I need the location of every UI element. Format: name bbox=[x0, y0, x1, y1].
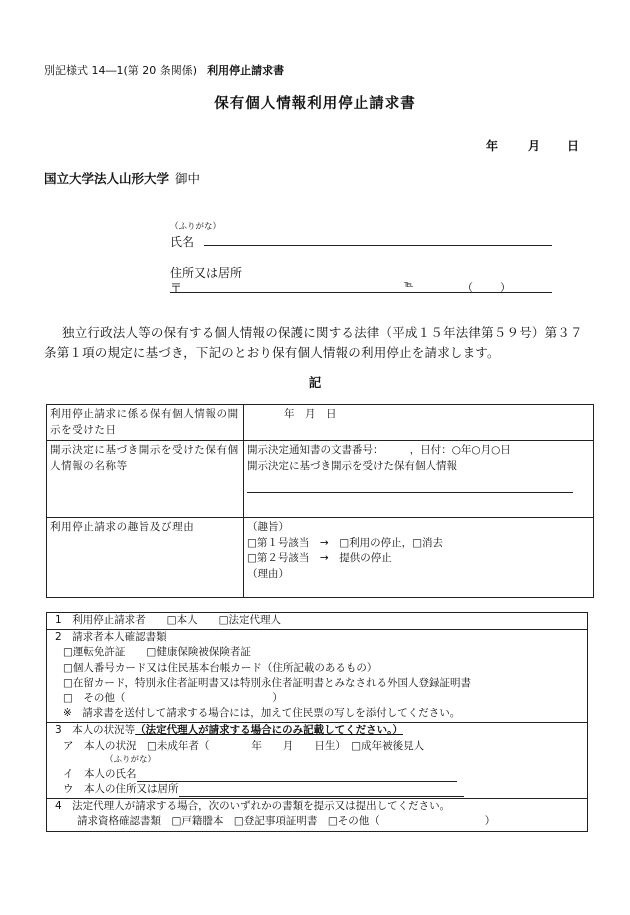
form-number-label bbox=[44, 62, 284, 78]
id-option-mynumber[interactable]: □個人番号カード又は住民基本台帳カード（住所記載のあるもの） bbox=[63, 661, 378, 674]
page-title: 保有個人情報利用停止請求書 bbox=[214, 96, 416, 112]
purpose-heading: （趣旨） bbox=[247, 521, 289, 533]
tel-paren-open: （ bbox=[462, 281, 473, 294]
postal-mark: 〒 bbox=[170, 281, 183, 295]
purpose-reason-label: 利用停止請求の趣旨及び理由 bbox=[47, 518, 244, 598]
id-documents-note: ※ 請求書を送付して請求する場合には，加えて住民票の写しを添付してください。 bbox=[63, 707, 461, 720]
address-label: 住所又は居所 bbox=[170, 266, 243, 280]
id-option-other[interactable]: □ その他（ ） bbox=[63, 692, 283, 705]
requester-info-table bbox=[46, 612, 588, 832]
id-option-license[interactable]: □運転免許証 □健康保険被保険者証 bbox=[63, 646, 251, 659]
reason-heading: （理由） bbox=[247, 567, 289, 580]
address-field[interactable] bbox=[170, 292, 552, 293]
date-year-label: 年 bbox=[486, 139, 499, 153]
ki-heading: 記 bbox=[308, 375, 322, 390]
requester-type-row[interactable]: 1 利用停止請求者 □本人 □法定代理人 bbox=[55, 614, 282, 626]
tel-label: ℡ bbox=[404, 280, 414, 290]
table-row bbox=[47, 441, 594, 518]
info-name-label: 開示決定に基づき開示を受けた保有個人情報の名称等 bbox=[47, 441, 244, 518]
id-option-residence-card[interactable]: □在留カード，特別永住者証明書又は特別永住者証明書とみなされる外国人登録証明書 bbox=[63, 676, 471, 689]
principal-status-row[interactable]: ア 本人の状況 □未成年者（ 年 月 日生） □成年被後見人 bbox=[63, 739, 425, 752]
principal-name-field[interactable] bbox=[137, 768, 457, 782]
principal-status-section bbox=[47, 723, 587, 799]
request-details-table bbox=[46, 404, 594, 598]
principal-address-field[interactable] bbox=[179, 783, 464, 797]
name-label: 氏名 bbox=[170, 235, 195, 249]
principal-name-label: イ 本人の氏名 bbox=[63, 767, 137, 780]
principal-status-note: （法定代理人が請求する場合にのみ記載してください。） bbox=[135, 724, 403, 737]
addressee bbox=[44, 169, 200, 187]
date-month-label: 月 bbox=[528, 139, 541, 153]
purpose-reason-cell[interactable] bbox=[244, 518, 594, 598]
request-statement: 独立行政法人等の保有する個人情報の保護に関する法律（平成１５年法律第５９号）第３７条第１項の規定に基づき，下記のとおり保有個人情報の利用停止を請求します。 bbox=[44, 325, 583, 360]
form-subtitle: 利用停止請求書 bbox=[207, 64, 285, 77]
table-row bbox=[47, 518, 594, 598]
principal-status-heading bbox=[55, 723, 587, 738]
notice-doc-number: 開示決定通知書の文書番号： ，日付：○年○月○日 bbox=[247, 444, 511, 456]
principal-name-row[interactable] bbox=[55, 767, 587, 782]
table-row bbox=[47, 405, 594, 441]
furigana-label: （ふりがな） bbox=[170, 222, 222, 232]
date-day-label: 日 bbox=[567, 139, 580, 153]
id-documents-heading: 2 請求者本人確認書類 bbox=[55, 631, 167, 644]
name-field[interactable] bbox=[204, 245, 552, 246]
addressee-honorific: 御中 bbox=[175, 171, 201, 186]
purpose-item-1[interactable]: □第１号該当 → □利用の停止，□消去 bbox=[247, 536, 444, 549]
disclosed-info-label: 開示決定に基づき開示を受けた保有個人情報 bbox=[247, 459, 457, 472]
agent-documents-section bbox=[47, 799, 587, 830]
agent-documents-heading: 4 法定代理人が請求する場合，次のいずれかの書類を提示又は提出してください。 bbox=[55, 800, 451, 813]
tel-paren-close: ） bbox=[500, 281, 511, 294]
agent-documents-options[interactable]: 請求資格確認書類 □戸籍謄本 □登記事項証明書 □その他（ ） bbox=[77, 815, 496, 828]
disclosure-date-value[interactable]: 年 月 日 bbox=[244, 405, 594, 441]
requester-type-section bbox=[47, 613, 587, 630]
principal-address-label: ウ 本人の住所又は居所 bbox=[63, 783, 179, 796]
form-number: 別記様式 14―1(第 20 条関係) bbox=[44, 64, 198, 77]
id-documents-section bbox=[47, 630, 587, 723]
info-name-cell[interactable] bbox=[244, 441, 594, 518]
principal-status-title: 3 本人の状況等 bbox=[55, 724, 136, 737]
purpose-item-2[interactable]: □第２号該当 → 提供の停止 bbox=[247, 552, 392, 564]
addressee-name: 国立大学法人山形大学 bbox=[44, 171, 170, 186]
principal-furigana-label: （ふりがな） bbox=[105, 754, 157, 765]
disclosed-info-field[interactable] bbox=[247, 478, 573, 493]
disclosure-date-label: 利用停止請求に係る保有個人情報の開示を受けた日 bbox=[47, 405, 244, 441]
principal-address-row[interactable] bbox=[55, 782, 587, 797]
